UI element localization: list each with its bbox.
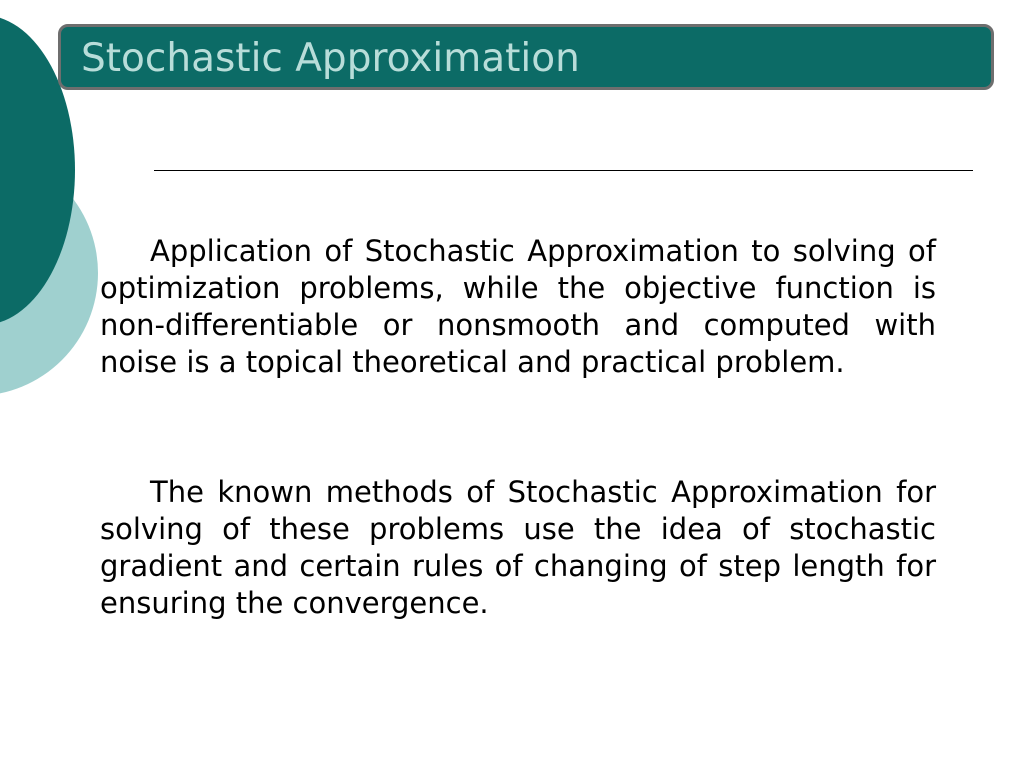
title-bar (58, 24, 994, 90)
body-paragraph-1: Application of Stochastic Approximation to solving of optimization problems, while the objective function is non-differentiable or nonsmooth and computed with noise is a topical theoretical and practical problem. (100, 234, 936, 379)
body-paragraph-2: The known methods of Stochastic Approximation for solving of these problems use the idea of stochastic gradient and certain rules of changing of step length for ensuring the convergence. (100, 475, 936, 620)
divider-line (154, 170, 973, 171)
slide-title: Stochastic Approximation (81, 36, 580, 81)
